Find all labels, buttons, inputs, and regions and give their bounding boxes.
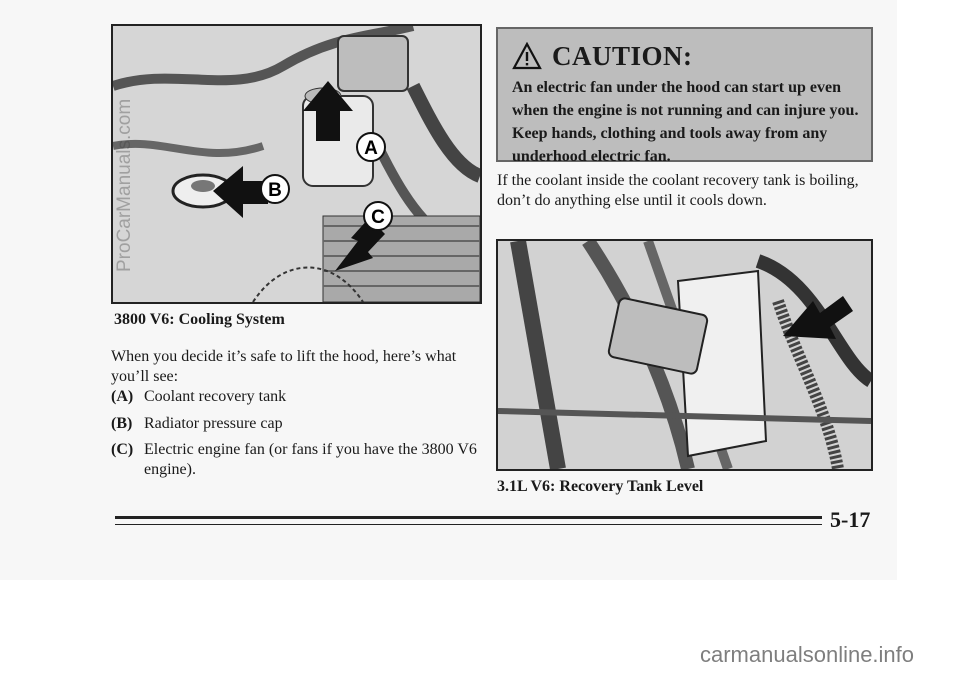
- caution-box: [496, 27, 873, 165]
- list-item: [111, 387, 481, 407]
- caution-title: CAUTION:: [552, 40, 693, 71]
- cooling-system-illustration: [111, 24, 482, 304]
- boiling-note: If the coolant inside the coolant recovery tank is boiling, don’t do anything else until it cools down.: [497, 172, 859, 209]
- figure-caption-cooling-system: 3800 V6: Cooling System: [114, 311, 285, 328]
- list-item-text: Electric engine fan (or fans if you have the 3800 V6 engine).: [144, 441, 477, 478]
- marker-b: B: [268, 180, 282, 201]
- marker-c: C: [371, 207, 385, 228]
- figure-caption-recovery-tank: 3.1L V6: Recovery Tank Level: [497, 478, 704, 495]
- marker-a: A: [364, 138, 378, 159]
- recovery-tank-drawing: [498, 241, 871, 469]
- site-watermark[interactable]: carmanualsonline.info: [700, 642, 915, 667]
- list-item-key: (B): [111, 415, 133, 432]
- list-item: [111, 440, 481, 480]
- recovery-tank-illustration: [496, 239, 873, 471]
- list-item-key: (C): [111, 441, 134, 458]
- footer-rule: [115, 516, 822, 519]
- footer-rule-thin: [115, 524, 822, 525]
- list-item-text: Coolant recovery tank: [144, 388, 287, 405]
- list-item-key: (A): [111, 388, 134, 405]
- intro-paragraph: When you decide it’s safe to lift the hood, here’s what you’ll see:: [111, 348, 457, 385]
- list-item-text: Radiator pressure cap: [144, 415, 283, 432]
- caution-text: An electric fan under the hood can start up even when the engine is not running and can injure you. Keep hands, clothing and tools away from any underhood electric fan.: [512, 79, 859, 165]
- list-item: [111, 414, 481, 434]
- engine-drawing: [113, 26, 480, 302]
- page-number: 5-17: [830, 507, 871, 532]
- warning-triangle-icon: [512, 42, 542, 70]
- side-watermark: ProCarManuals.com: [114, 98, 135, 272]
- caution-header: [512, 39, 693, 73]
